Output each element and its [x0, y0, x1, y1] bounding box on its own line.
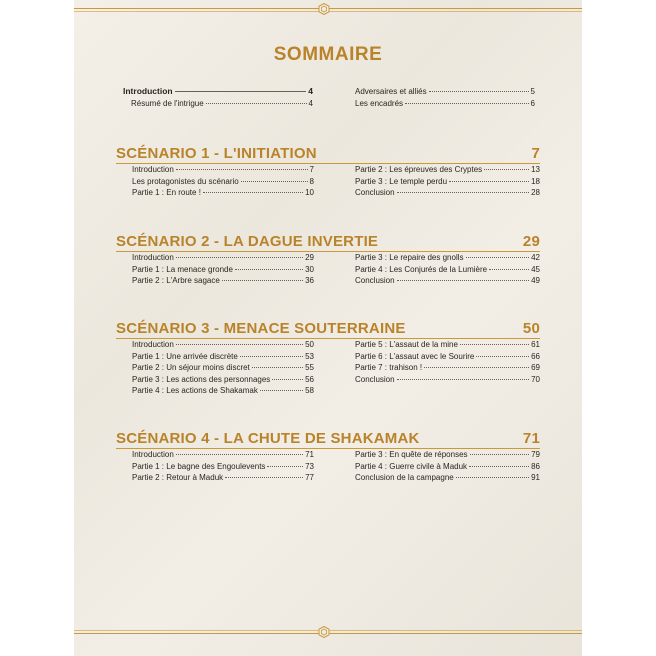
scenario-page-number: 50 [522, 320, 540, 337]
dot-leader [241, 181, 308, 182]
toc-entry-label: Les encadrés [355, 98, 404, 108]
toc-entry-page: 5 [530, 87, 535, 96]
toc-entry[interactable] [355, 374, 540, 386]
toc-entry-label: Conclusion [355, 374, 395, 384]
dot-leader [225, 477, 303, 478]
toc-entry-page: 70 [531, 374, 540, 384]
toc-entry[interactable] [132, 164, 314, 176]
dot-leader [405, 103, 529, 104]
dot-leader [456, 477, 529, 478]
page-title: SOMMAIRE [273, 44, 383, 65]
dot-leader [466, 257, 530, 258]
toc-entry-page: 30 [305, 264, 314, 274]
toc-entry-label: Partie 1 : La menace gronde [132, 264, 233, 274]
toc-entry[interactable] [355, 98, 535, 110]
toc-entry-page: 28 [531, 188, 540, 198]
toc-entry-label: Adversaires et alliés [355, 87, 427, 96]
scenario-right-column [355, 339, 540, 385]
dot-leader [469, 466, 529, 467]
hexagon-ornament-icon [318, 3, 330, 15]
intro-left-column [123, 86, 313, 109]
toc-entry-label: Conclusion [355, 188, 395, 198]
toc-entry[interactable] [355, 461, 540, 473]
dot-leader [267, 466, 303, 467]
toc-entry-page: 53 [305, 351, 314, 361]
dot-leader [252, 367, 303, 368]
toc-entry[interactable] [123, 86, 313, 98]
scenario-section [116, 145, 540, 198]
hexagon-ornament-icon [318, 626, 330, 638]
toc-entry[interactable] [132, 252, 314, 264]
toc-entry-label: Introduction [132, 450, 174, 459]
scenario-heading[interactable] [116, 233, 540, 253]
toc-entry[interactable] [132, 472, 314, 484]
toc-entry-label: Partie 4 : Guerre civile à Maduk [355, 461, 468, 471]
dot-leader [476, 356, 529, 357]
toc-entry-label: Partie 1 : Une arrivée discrète [132, 351, 238, 361]
scenario-section [116, 233, 540, 286]
toc-entry[interactable] [355, 86, 535, 98]
toc-entry-label: Partie 3 : En quête de réponses [355, 450, 468, 459]
dot-leader [260, 390, 303, 391]
toc-entry-page: 61 [531, 340, 540, 349]
toc-entry-label: Partie 4 : Les actions de Shakamak [132, 386, 258, 396]
scenario-page-number: 29 [522, 233, 540, 250]
toc-entry-label: Les protagonistes du scénario [132, 176, 239, 186]
scenario-heading[interactable] [116, 320, 540, 340]
dot-leader [424, 367, 529, 368]
toc-entry-label: Introduction [132, 165, 174, 174]
dot-leader [222, 280, 303, 281]
scenario-page-number: 7 [531, 145, 540, 162]
toc-entry[interactable] [132, 187, 314, 199]
toc-entry[interactable] [132, 362, 314, 374]
dot-leader [484, 169, 529, 170]
scenario-right-column [355, 449, 540, 484]
toc-entry-label: Partie 3 : Les actions des personnages [132, 374, 271, 384]
toc-entry-page: 6 [530, 98, 535, 108]
dot-leader [235, 269, 303, 270]
top-border [74, 4, 582, 14]
toc-entry[interactable] [355, 351, 540, 363]
toc-entry[interactable] [132, 264, 314, 276]
dot-leader [397, 379, 530, 380]
toc-entry[interactable] [132, 351, 314, 363]
toc-entry[interactable] [355, 252, 540, 264]
toc-entry-page: 73 [305, 461, 314, 471]
book-page [74, 0, 582, 656]
toc-entry-label: Partie 1 : En route ! [132, 188, 201, 198]
scenario-title: SCÉNARIO 2 - LA DAGUE INVERTIE [116, 233, 379, 250]
scenario-title: SCÉNARIO 4 - LA CHUTE DE SHAKAMAK [116, 430, 420, 447]
dot-leader [449, 181, 529, 182]
toc-entry[interactable] [355, 339, 540, 351]
toc-entry[interactable] [355, 176, 540, 188]
dot-leader [206, 103, 307, 104]
toc-entry-page: 56 [305, 374, 314, 384]
dot-leader [397, 192, 530, 193]
scenario-heading[interactable] [116, 430, 540, 450]
scenario-left-column [132, 339, 314, 397]
scenario-title: SCÉNARIO 3 - MENACE SOUTERRAINE [116, 320, 406, 337]
toc-entry[interactable] [132, 374, 314, 386]
toc-entry-label: Introduction [132, 253, 174, 262]
toc-entry-label: Conclusion de la campagne [355, 473, 454, 483]
toc-entry-label: Partie 2 : Retour à Maduk [132, 473, 224, 483]
bottom-border [74, 628, 582, 638]
toc-entry[interactable] [132, 275, 314, 287]
toc-entry-page: 49 [531, 276, 540, 286]
scenario-left-column [132, 252, 314, 287]
toc-entry-label: Partie 5 : L'assaut de la mine [355, 340, 458, 349]
toc-entry-label: Conclusion [355, 276, 395, 286]
toc-entry-page: 55 [305, 363, 314, 373]
scenario-heading[interactable] [116, 145, 540, 165]
dot-leader [203, 192, 303, 193]
toc-entry[interactable] [355, 275, 540, 287]
intro-right-column [355, 86, 535, 109]
toc-entry-page: 10 [305, 188, 314, 198]
dot-leader [176, 454, 303, 455]
toc-entry-page: 58 [305, 386, 314, 396]
toc-entry[interactable] [355, 362, 540, 374]
dot-leader [470, 454, 530, 455]
toc-entry-page: 36 [305, 276, 314, 286]
scenario-left-column [132, 449, 314, 484]
toc-entry-page: 42 [531, 253, 540, 262]
toc-entry-page: 91 [531, 473, 540, 483]
toc-entry-label: Partie 4 : Les Conjurés de la Lumière [355, 264, 488, 274]
scenario-right-column [355, 252, 540, 287]
toc-entry-label: Partie 3 : Le repaire des gnolls [355, 253, 464, 262]
toc-entry-label: Introduction [123, 86, 173, 96]
toc-entry-page: 4 [308, 86, 313, 96]
dot-leader [176, 344, 303, 345]
toc-entry-label: Partie 1 : Le bagne des Engoulevents [132, 461, 266, 471]
toc-entry-page: 79 [531, 450, 540, 459]
scenario-page-number: 71 [522, 430, 540, 447]
toc-entry[interactable] [132, 385, 314, 397]
toc-entry-label: Partie 2 : L'Arbre sagace [132, 276, 220, 286]
toc-entry-label: Partie 3 : Le temple perdu [355, 176, 448, 186]
toc-entry[interactable] [355, 164, 540, 176]
dot-leader [176, 169, 308, 170]
dot-leader [272, 379, 303, 380]
scenario-section [116, 430, 540, 483]
toc-entry[interactable] [132, 339, 314, 351]
scenario-left-column [132, 164, 314, 199]
toc-entry-page: 66 [531, 351, 540, 361]
toc-entry[interactable] [132, 461, 314, 473]
toc-entry-page: 69 [531, 363, 540, 373]
scenario-right-column [355, 164, 540, 199]
toc-entry-label: Résumé de l'intrigue [131, 98, 204, 108]
toc-entry-page: 4 [308, 98, 313, 108]
toc-entry-page: 13 [531, 165, 540, 174]
toc-entry-page: 29 [305, 253, 314, 262]
toc-entry[interactable] [132, 449, 314, 461]
dot-leader [176, 257, 303, 258]
toc-entry[interactable] [132, 176, 314, 188]
dot-leader [460, 344, 529, 345]
toc-entry-label: Introduction [132, 340, 174, 349]
dot-leader [240, 356, 303, 357]
toc-entry-page: 50 [305, 340, 314, 349]
toc-entry-label: Partie 2 : Un séjour moins discret [132, 363, 250, 373]
toc-entry[interactable] [355, 187, 540, 199]
dot-leader [429, 91, 529, 92]
toc-entry-page: 8 [309, 176, 314, 186]
toc-entry[interactable] [355, 264, 540, 276]
dot-leader [489, 269, 529, 270]
toc-entry-page: 77 [305, 473, 314, 483]
dot-leader [397, 280, 530, 281]
toc-entry-page: 18 [531, 176, 540, 186]
dot-leader [175, 91, 307, 92]
toc-entry-page: 45 [531, 264, 540, 274]
toc-entry[interactable] [123, 98, 313, 110]
toc-entry-label: Partie 7 : trahison ! [355, 363, 423, 373]
toc-entry-page: 71 [305, 450, 314, 459]
toc-entry-page: 86 [531, 461, 540, 471]
toc-entry-page: 7 [309, 165, 314, 174]
toc-entry[interactable] [355, 449, 540, 461]
toc-entry[interactable] [355, 472, 540, 484]
toc-entry-label: Partie 2 : Les épreuves des Cryptes [355, 165, 483, 174]
scenario-title: SCÉNARIO 1 - L'INITIATION [116, 145, 317, 162]
scenario-section [116, 320, 540, 396]
toc-entry-label: Partie 6 : L'assaut avec le Sourire [355, 351, 475, 361]
